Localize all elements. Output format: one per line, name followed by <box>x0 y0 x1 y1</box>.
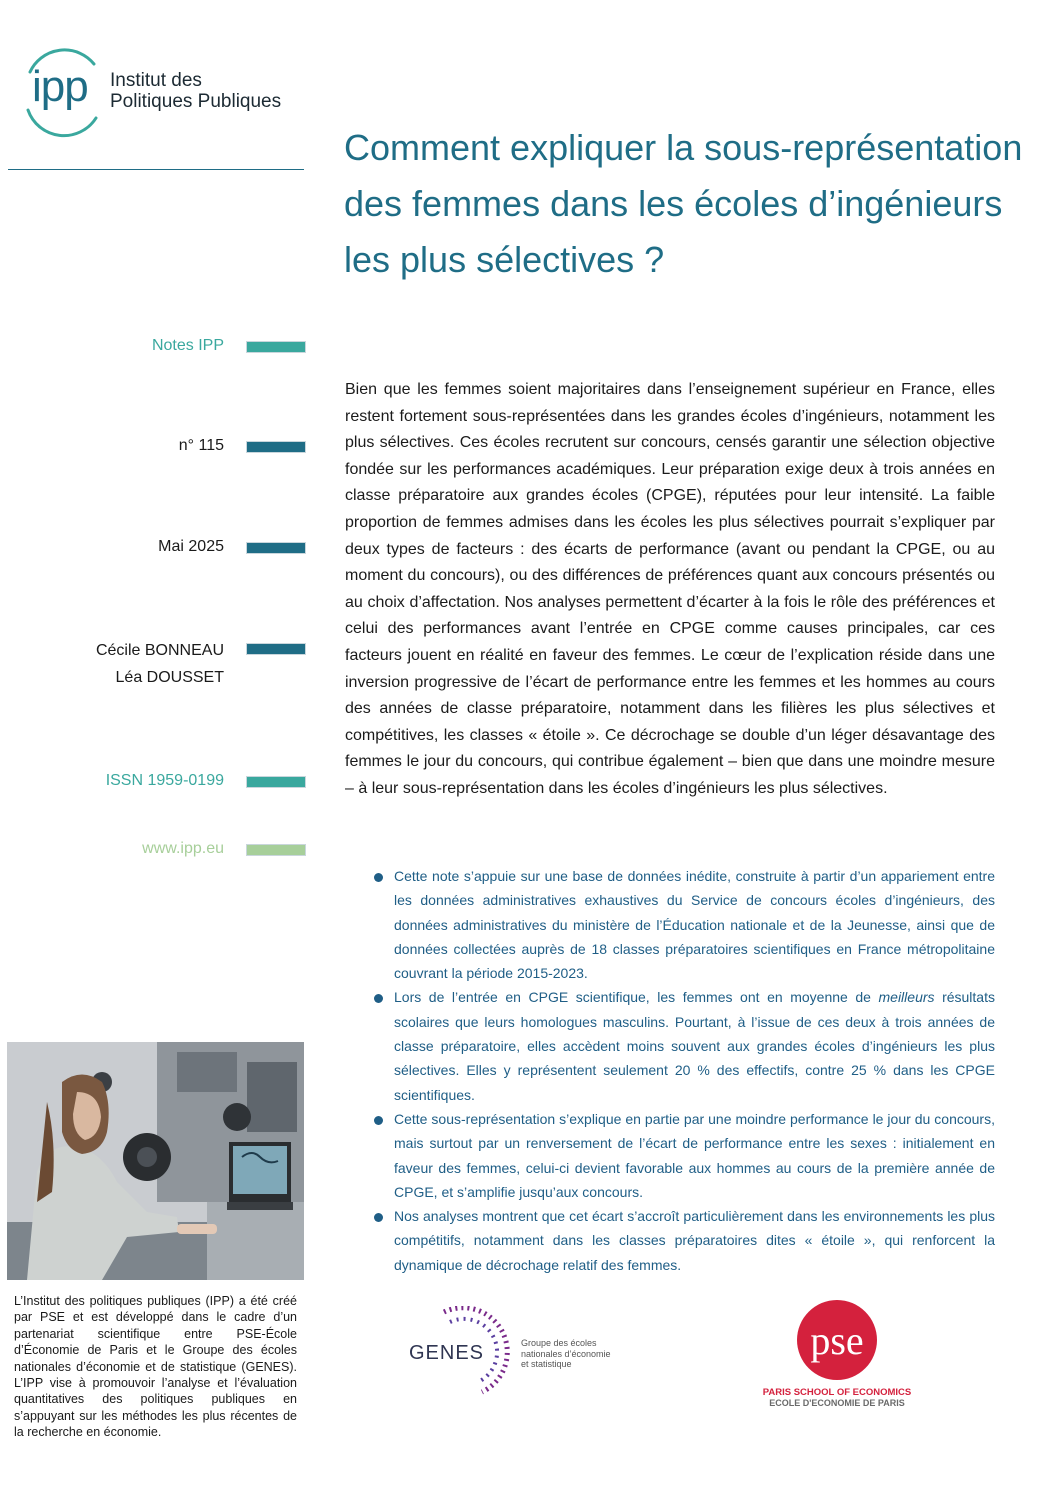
institute-name-line1: Institut des <box>110 70 202 91</box>
issue-number: n° 115 <box>178 437 224 454</box>
genes-subtitle <box>521 1338 621 1370</box>
website-bar <box>246 844 306 856</box>
ipp-logo <box>22 42 312 146</box>
author-name: Cécile BONNEAU <box>95 642 224 659</box>
authors-bar <box>246 643 306 655</box>
key-point-emphasis: meilleurs <box>878 989 935 1006</box>
header-divider <box>8 169 304 170</box>
website-link[interactable]: www.ipp.eu <box>142 840 224 857</box>
key-point <box>372 985 995 1106</box>
key-point <box>372 864 995 985</box>
publication-date: Mai 2025 <box>158 538 224 555</box>
page-title: Comment expliquer la sous-représentation des femmes dans les écoles d’ingénieurs les plus sélectives ? <box>344 127 1023 280</box>
key-point-text: Lors de l’entrée en CPGE scientifique, les femmes ont en moyenne de <box>394 989 879 1006</box>
pse-name-fr: ECOLE D'ECONOMIE DE PARIS <box>769 1398 905 1408</box>
pse-name: PARIS SCHOOL OF ECONOMICS <box>762 1387 912 1398</box>
institute-description: L’Institut des politiques publiques (IPP) a été créé par PSE et est développé dans le cadre d’un partenariat scientifique entre PSE-École d’Économie de Paris et le Groupe des écoles nationales d’économie et de statistique (GENES). L’IPP vise à promouvoir l’analyse et l’évaluation quantitatives des politiques publiques en s’appuyant sur les méthodes les plus récentes de la recherche en économie. <box>14 1294 297 1440</box>
publication-date-bar <box>246 542 306 554</box>
key-points-list <box>372 864 995 1277</box>
cover-photo-illustration <box>7 1042 304 1280</box>
pse-logo <box>762 1300 912 1410</box>
key-point <box>372 1204 995 1277</box>
genes-subtitle-line: nationales d’économie <box>521 1348 611 1359</box>
issn-bar <box>246 776 306 788</box>
series-bar <box>246 341 306 353</box>
key-point-text: Cette sous-représentation s’explique en partie par une moindre performance le jour du concours, mais surtout par un renversement de l’écart de performance entre les sexes : initialement en faveur des femmes, celui-ci devient favorable aux hommes au cours de la première année de CPGE, et s’amplifie jusqu’aux concours. <box>394 1110 995 1200</box>
key-point-text: Nos analyses montrent que cet écart s’accroît particulièrement dans les environnements les plus compétitifs, notamment dans les classes préparatoires dites « étoile », qui renforcent la dynamique de décrochage relatif des femmes. <box>394 1208 995 1273</box>
issn: ISSN 1959-0199 <box>105 772 224 789</box>
key-point-text: Cette note s’appuie sur une base de données inédite, construite à partir d’un appariement entre les données administratives exhaustives du Service de concours écoles d’ingénieurs, des données administratives du ministère de l’Éducation nationale et de la Jeunesse, ainsi que de données collectées auprès de 18 classes préparatoires scientifiques en France métropolitaine couvrant la période 2015-2023. <box>394 868 995 982</box>
issue-number-bar <box>246 441 306 453</box>
genes-logo <box>404 1306 624 1398</box>
genes-subtitle-line: et statistique <box>521 1359 572 1369</box>
authors <box>96 637 224 691</box>
series-label: Notes IPP <box>151 337 224 354</box>
genes-subtitle-line: Groupe des écoles <box>521 1338 597 1348</box>
abstract-text: Bien que les femmes soient majoritaires dans l’enseignement supérieur en France, elles restent fortement sous-représentées dans les grandes écoles d’ingénieurs, notamment les plus sélectives. Ces écoles recrutent sur concours, censés garantir une sélection objective fondée sur les performances académiques. Leur préparation exige deux à trois années en classe préparatoire aux grandes écoles (CPGE), réputées pour leur intensité. La faible proportion de femmes admises dans les écoles les plus sélectives pourrait s’expliquer par deux types de facteurs : des écarts de performance (avant ou pendant la CPGE, ou au moment du concours), ou des différences de préférences quant aux concours présentés ou au choix d’affectation. Nos analyses permettent d’écarter à la fois le rôle des préférences et celui des performances avant l’entrée en CPGE comme causes principales, car ces facteurs jouent en réalité en faveur des femmes. Le cœur de l’explication réside dans une inversion progressive de l’écart de performance entre les femmes et les hommes au cours des années de classe préparatoire, notamment dans les filières les plus sélectives et compétitives, les classes « étoile ». Ce décrochage se double d’un léger désavantage des femmes le jour du concours, qui contribue également – bien que dans une moindre mesure – à leur sous-représentation dans les écoles d’ingénieurs les plus sélectives. <box>345 381 995 797</box>
cover-photo <box>7 1042 304 1280</box>
institute-name-line2: Politiques Publiques <box>110 91 282 112</box>
key-point-text: résultats scolaires que leurs homologues masculins. Pourtant, à l’issue de ces deux à trois années de classe préparatoire, elles accèdent moins souvent aux grandes écoles d’ingénieurs les plus sélectives. Elles y représentent seulement 20 % des effectifs, contre 25 % dans les CPGE scientifiques. <box>394 989 995 1103</box>
ipp-logo-text: ipp <box>32 62 88 111</box>
author-name: Léa DOUSSET <box>115 669 224 686</box>
pse-logo-circle <box>762 1300 912 1386</box>
genes-name: GENES <box>409 1342 485 1364</box>
key-point <box>372 1107 995 1204</box>
institute-name <box>110 70 281 112</box>
pse-logo-text: pse <box>810 1318 864 1363</box>
